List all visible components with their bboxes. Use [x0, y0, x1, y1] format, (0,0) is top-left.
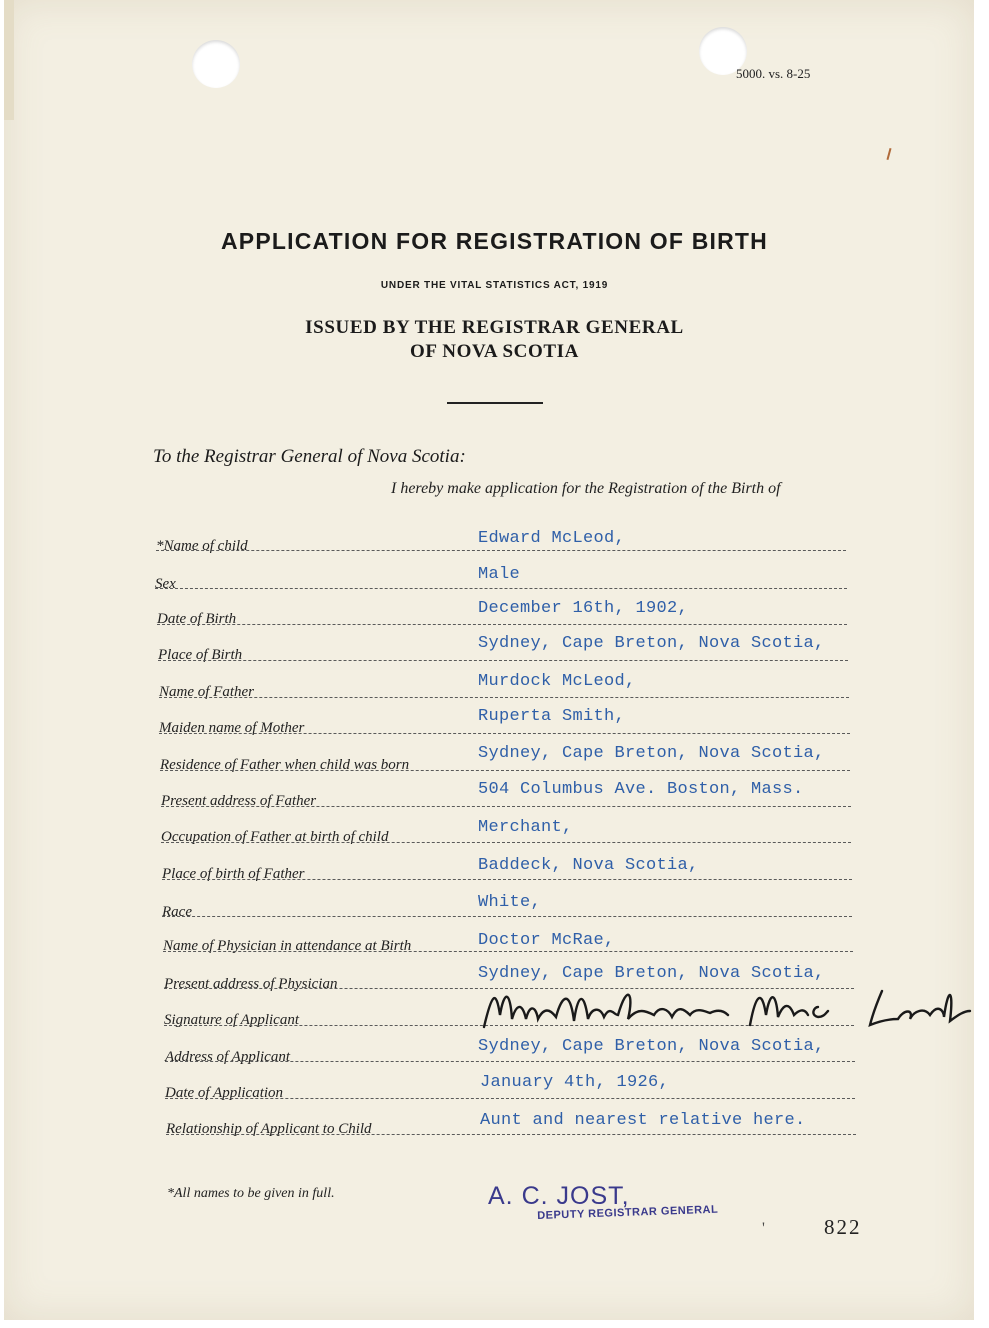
- field-label: Residence of Father when child was born: [160, 757, 410, 773]
- field-value: Sydney, Cape Breton, Nova Scotia,: [478, 634, 825, 653]
- field-label: Address of Applicant: [165, 1049, 290, 1065]
- field-line: [165, 1098, 855, 1099]
- field-label: Present address of Father: [161, 793, 317, 809]
- field-label: Date of Birth: [157, 611, 237, 627]
- field-line: [159, 733, 850, 734]
- paper-mark: [886, 148, 891, 160]
- field-label: Occupation of Father at birth of child: [161, 829, 389, 845]
- field-line: [158, 660, 848, 661]
- field-label: Place of Birth: [158, 647, 243, 663]
- field-label: Maiden name of Mother: [159, 720, 305, 736]
- field-value: Baddeck, Nova Scotia,: [478, 856, 699, 875]
- field-line: [155, 588, 847, 589]
- document-subtitle: UNDER THE VITAL STATISTICS ACT, 1919: [380, 280, 609, 291]
- field-value: White,: [478, 893, 542, 912]
- paper-edge: [4, 0, 14, 120]
- field-label: Sex: [155, 576, 176, 592]
- field-value: Ruperta Smith,: [478, 707, 626, 726]
- field-label: Race: [162, 904, 192, 920]
- field-value: Edward McLeod,: [478, 529, 626, 548]
- applicant-signature: [478, 985, 978, 1035]
- field-value: Merchant,: [478, 818, 573, 837]
- tick-mark: ': [762, 1220, 765, 1237]
- title-divider: [447, 402, 543, 404]
- field-line: [161, 842, 851, 843]
- issued-line-1: ISSUED BY THE REGISTRAR GENERAL: [305, 317, 684, 338]
- issuing-authority: [0, 316, 989, 364]
- field-label: Name of Father: [159, 684, 254, 700]
- registrar-stamp-name: A. C. JOST,: [488, 1182, 630, 1210]
- field-label: Date of Application: [165, 1085, 284, 1101]
- registrar-stamp-title: DEPUTY REGISTRAR GENERAL: [537, 1203, 719, 1222]
- field-value: Doctor McRae,: [478, 931, 615, 950]
- salutation: To the Registrar General of Nova Scotia:: [153, 446, 466, 467]
- field-label: Name of Physician in attendance at Birth: [163, 938, 412, 954]
- field-label: Present address of Physician: [164, 976, 338, 992]
- field-line: [159, 697, 849, 698]
- field-label: Relationship of Applicant to Child: [166, 1121, 372, 1137]
- field-value: Male: [478, 565, 521, 584]
- field-value: Sydney, Cape Breton, Nova Scotia,: [478, 1037, 825, 1056]
- field-line: [160, 770, 850, 771]
- field-line: [165, 1061, 855, 1062]
- field-value: 504 Columbus Ave. Boston, Mass.: [478, 780, 804, 799]
- field-value: January 4th, 1926,: [480, 1073, 670, 1092]
- field-value: Murdock McLeod,: [478, 672, 636, 691]
- record-number: 822: [824, 1215, 862, 1239]
- field-label: *Name of child: [156, 538, 248, 554]
- form-number: 5000. vs. 8-25: [736, 66, 811, 81]
- field-line: [162, 916, 852, 917]
- intro-statement: I hereby make application for the Registration of the Birth of: [391, 480, 781, 497]
- field-value: Sydney, Cape Breton, Nova Scotia,: [478, 964, 825, 983]
- field-value: December 16th, 1902,: [478, 599, 689, 618]
- field-value: Aunt and nearest relative here.: [480, 1111, 806, 1130]
- field-line: [157, 624, 847, 625]
- field-label: Signature of Applicant: [164, 1012, 299, 1028]
- field-line: [166, 1134, 856, 1135]
- field-line: [156, 550, 846, 551]
- field-line: [163, 951, 853, 952]
- field-line: [162, 879, 852, 880]
- punch-hole-left: [192, 40, 240, 88]
- field-value: Sydney, Cape Breton, Nova Scotia,: [478, 744, 825, 763]
- document-title: APPLICATION FOR REGISTRATION OF BIRTH: [221, 228, 768, 254]
- field-line: [161, 806, 851, 807]
- footnote: *All names to be given in full.: [167, 1186, 335, 1201]
- issued-line-2: OF NOVA SCOTIA: [410, 341, 579, 362]
- field-label: Place of birth of Father: [162, 866, 305, 882]
